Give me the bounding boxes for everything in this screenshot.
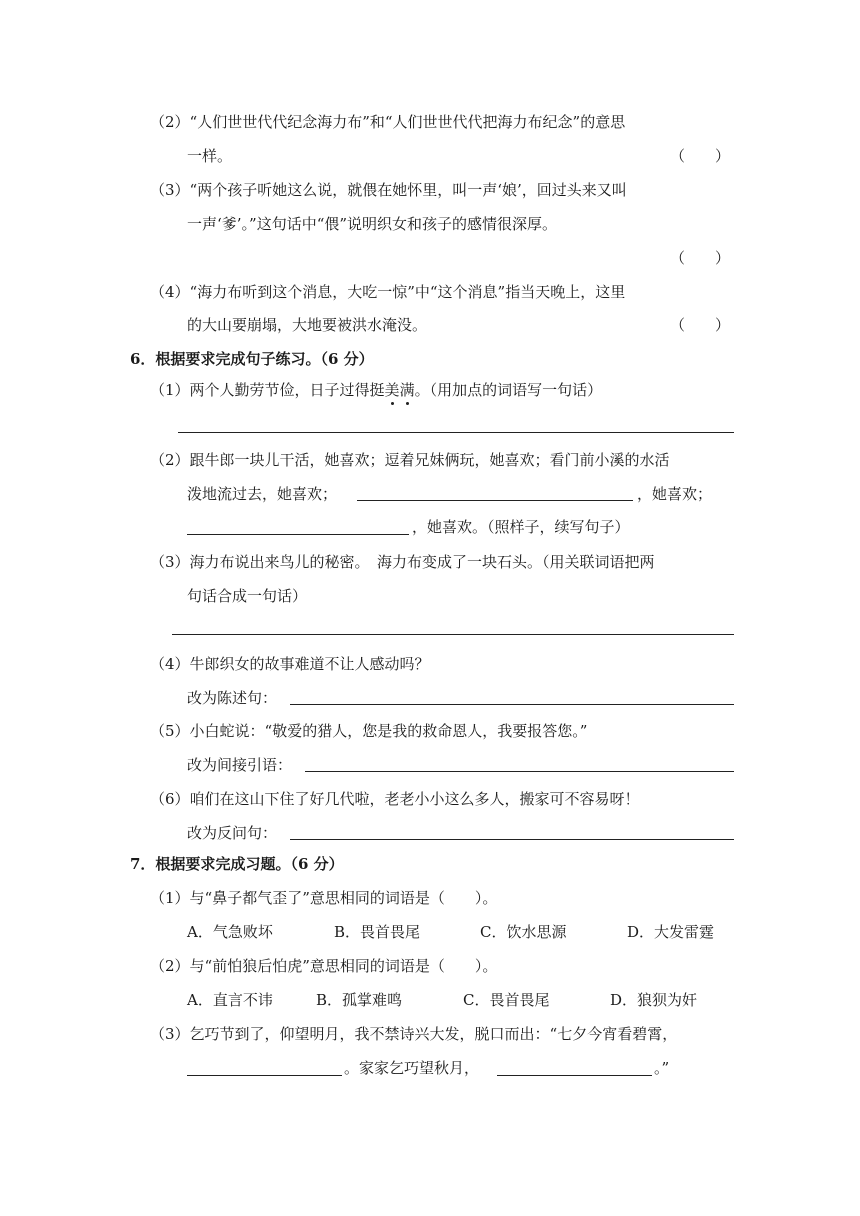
q7-item3-blank-1[interactable] bbox=[187, 1075, 342, 1076]
q5-item3-line2: 一声‘爹’。”这句话中“偎”说明织女和孩子的感情很深厚。 bbox=[187, 215, 558, 233]
q7-item3-line2-mid: 。家家乞巧望秋月， bbox=[344, 1059, 480, 1077]
q6-item1-post: 。（用加点的词语写一句话） bbox=[414, 381, 603, 399]
q6-item4-prompt: 改为陈述句： bbox=[187, 689, 278, 707]
q5-item2-answer-paren[interactable]: （ ） bbox=[670, 147, 731, 165]
q7-item2-line1: （2）与“前怕狼后怕虎”意思相同的词语是（ ）。 bbox=[150, 957, 498, 975]
q6-item5-answer-line[interactable] bbox=[305, 771, 734, 772]
q6-item5-prompt: 改为间接引语： bbox=[187, 756, 293, 774]
q6-item2-line2-pre: 泼地流过去，她喜欢； bbox=[187, 485, 338, 503]
q6-item2-line1: （2）跟牛郎一块儿干活，她喜欢；逗着兄妹俩玩，她喜欢；看门前小溪的水活 bbox=[150, 451, 670, 469]
q6-item3-answer-line[interactable] bbox=[172, 634, 734, 635]
q6-item6-answer-line[interactable] bbox=[290, 839, 734, 840]
q7-item1-line1: （1）与“鼻子都气歪了”意思相同的词语是（ ）。 bbox=[150, 889, 498, 907]
q6-item5-line1: （5）小白蛇说：“敬爱的猎人，您是我的救命恩人，我要报答您。” bbox=[150, 722, 588, 740]
q7-item2-choice-b[interactable]: B．孤掌难鸣 bbox=[316, 991, 403, 1009]
q5-item4-line2: 的大山要崩塌，大地要被洪水淹没。 bbox=[187, 316, 428, 334]
q6-item1-dotted-char-1: 美 bbox=[384, 381, 400, 399]
q7-item1-choice-d[interactable]: D．大发雷霆 bbox=[627, 923, 715, 941]
q5-item3-line1: （3）“两个孩子听她这么说，就偎在她怀里，叫一声‘娘’，回过头来又叫 bbox=[150, 181, 627, 199]
q6-item2-blank-2[interactable] bbox=[187, 534, 409, 535]
q6-item1-pre: （1）两个人勤劳节俭，日子过得挺 bbox=[150, 381, 385, 399]
q6-item2-blank-1[interactable] bbox=[357, 500, 633, 501]
q6-item1-line bbox=[150, 380, 602, 400]
q7-item1-choice-b[interactable]: B．畏首畏尾 bbox=[334, 923, 421, 941]
q6-item4-answer-line[interactable] bbox=[290, 704, 734, 705]
q7-item3-line2-end: 。” bbox=[654, 1059, 670, 1077]
q6-item1-dotted-char-2: 满 bbox=[399, 381, 415, 399]
q6-item3-line2: 句话合成一句话） bbox=[187, 587, 308, 605]
q7-item2-choice-c[interactable]: C．畏首畏尾 bbox=[463, 991, 550, 1009]
q5-item3-answer-paren[interactable]: （ ） bbox=[670, 249, 731, 267]
q7-item2-choice-d[interactable]: D．狼狈为奸 bbox=[610, 991, 698, 1009]
q6-item2-line3-post: ，她喜欢。（照样子，续写句子） bbox=[412, 518, 630, 536]
q6-item1-answer-line[interactable] bbox=[178, 432, 734, 433]
q5-item4-answer-paren[interactable]: （ ） bbox=[670, 316, 731, 334]
q5-item4-line1: （4）“海力布听到这个消息，大吃一惊”中“这个消息”指当天晚上，这里 bbox=[150, 283, 626, 301]
q7-item1-choice-a[interactable]: A．气急败坏 bbox=[187, 923, 273, 941]
q5-item2-line1: （2）“人们世世代代纪念海力布”和“人们世世代代把海力布纪念”的意思 bbox=[150, 113, 626, 131]
q6-item6-prompt: 改为反问句： bbox=[187, 824, 278, 842]
q7-item3-line1: （3）乞巧节到了，仰望明月，我不禁诗兴大发，脱口而出：“七夕今宵看碧霄， bbox=[150, 1025, 678, 1043]
q7-item3-blank-2[interactable] bbox=[497, 1075, 652, 1076]
q7-heading: 7．根据要求完成习题。（6 分） bbox=[130, 855, 344, 873]
q7-item2-choice-a[interactable]: A．直言不讳 bbox=[187, 991, 273, 1009]
q7-item1-choices bbox=[187, 922, 747, 942]
q6-item3-line1: （3）海力布说出来鸟儿的秘密。 海力布变成了一块石头。（用关联词语把两 bbox=[150, 553, 655, 571]
q6-heading: 6．根据要求完成句子练习。（6 分） bbox=[130, 350, 374, 368]
q6-item6-line1: （6）咱们在这山下住了好几代啦，老老小小这么多人，搬家可不容易呀！ bbox=[150, 790, 640, 808]
q7-item2-choices bbox=[187, 990, 747, 1010]
q6-item4-line1: （4）牛郎织女的故事难道不让人感动吗？ bbox=[150, 655, 430, 673]
q5-item2-line2: 一样。 bbox=[187, 147, 233, 165]
q6-item2-line2-post: ，她喜欢； bbox=[637, 485, 713, 503]
q7-item1-choice-c[interactable]: C．饮水思源 bbox=[480, 923, 567, 941]
